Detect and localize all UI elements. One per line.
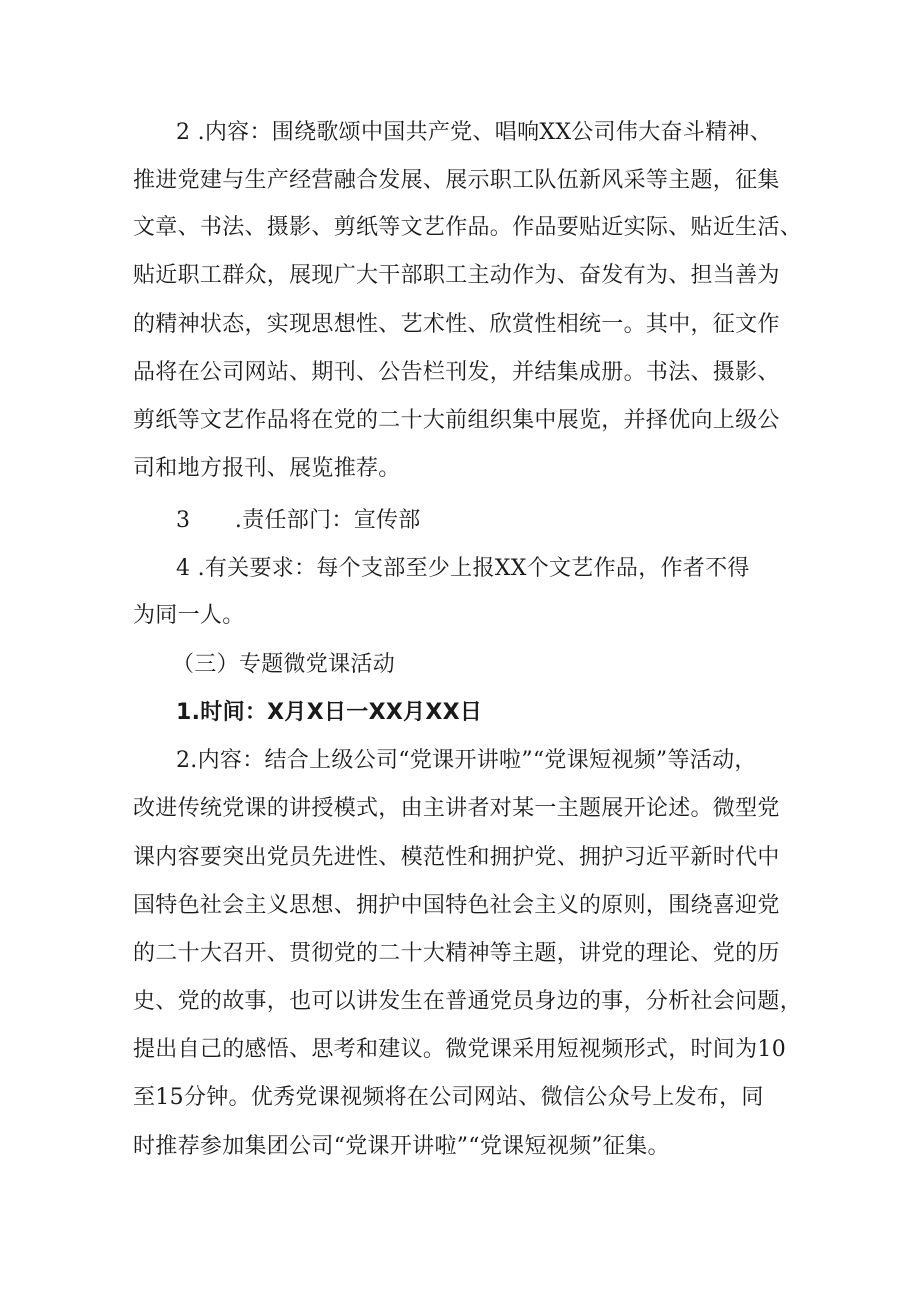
paragraph-line: 改进传统党课的讲授模式，由主讲者对某一主题展开论述。微型党 bbox=[133, 796, 780, 821]
paragraph-line: 提出自己的感悟、思考和建议。微党课采用短视频形式，时间为10 bbox=[133, 1037, 786, 1062]
paragraph-line: 的精神状态，实现思想性、艺术性、欣赏性相统一。其中，征文作 bbox=[133, 312, 780, 337]
section-heading: （三）专题微党课活动 bbox=[172, 652, 396, 677]
paragraph-line: 史、党的故事，也可以讲发生在普通党员身边的事，分析社会问题， bbox=[133, 989, 803, 1014]
paragraph-line: 贴近职工群众，展现广大干部职工主动作为、奋发有为、担当善为 bbox=[133, 263, 780, 288]
paragraph-line: 国特色社会主义思想、拥护中国特色社会主义的原则，围绕喜迎党 bbox=[133, 893, 780, 918]
time-line: 1.时间：X月X日一XX月XX日 bbox=[176, 700, 483, 725]
paragraph-line: 文章、书法、摄影、剪纸等文艺作品。作品要贴近实际、贴近生活、 bbox=[133, 215, 803, 240]
paragraph-line: 推进党建与生产经营融合发展、展示职工队伍新风采等主题，征集 bbox=[133, 168, 780, 193]
paragraph-line: 司和地方报刊、展览推荐。 bbox=[133, 456, 401, 481]
paragraph-line: 4 .有关要求：每个支部至少上报XX个文艺作品，作者不得 bbox=[176, 556, 750, 581]
paragraph-line: 2 .内容：围绕歌颂中国共产党、唱响XX公司伟大奋斗精神、 bbox=[176, 120, 773, 145]
paragraph-line: 品将在公司网站、期刊、公告栏刊发，并结集成册。书法、摄影、 bbox=[133, 360, 780, 385]
paragraph-line: 时推荐参加集团公司“党课开讲啦”“党课短视频”征集。 bbox=[133, 1134, 670, 1159]
paragraph-line: 剪纸等文艺作品将在党的二十大前组织集中展览，并择优向上级公 bbox=[133, 408, 780, 433]
paragraph-line: 课内容要突出党员先进性、模范性和拥护党、拥护习近平新时代中 bbox=[133, 845, 780, 870]
paragraph-line: 为同一人。 bbox=[133, 603, 245, 628]
paragraph-line: 2.内容：结合上级公司“党课开讲啦”“党课短视频”等活动， bbox=[176, 748, 757, 773]
paragraph-line: 的二十大召开、贯彻党的二十大精神等主题，讲党的理论、党的历 bbox=[133, 941, 780, 966]
paragraph-line: 至15分钟。优秀党课视频将在公司网站、微信公众号上发布，同 bbox=[133, 1085, 764, 1110]
section-line: 3 .责任部门：宣传部 bbox=[176, 508, 421, 533]
